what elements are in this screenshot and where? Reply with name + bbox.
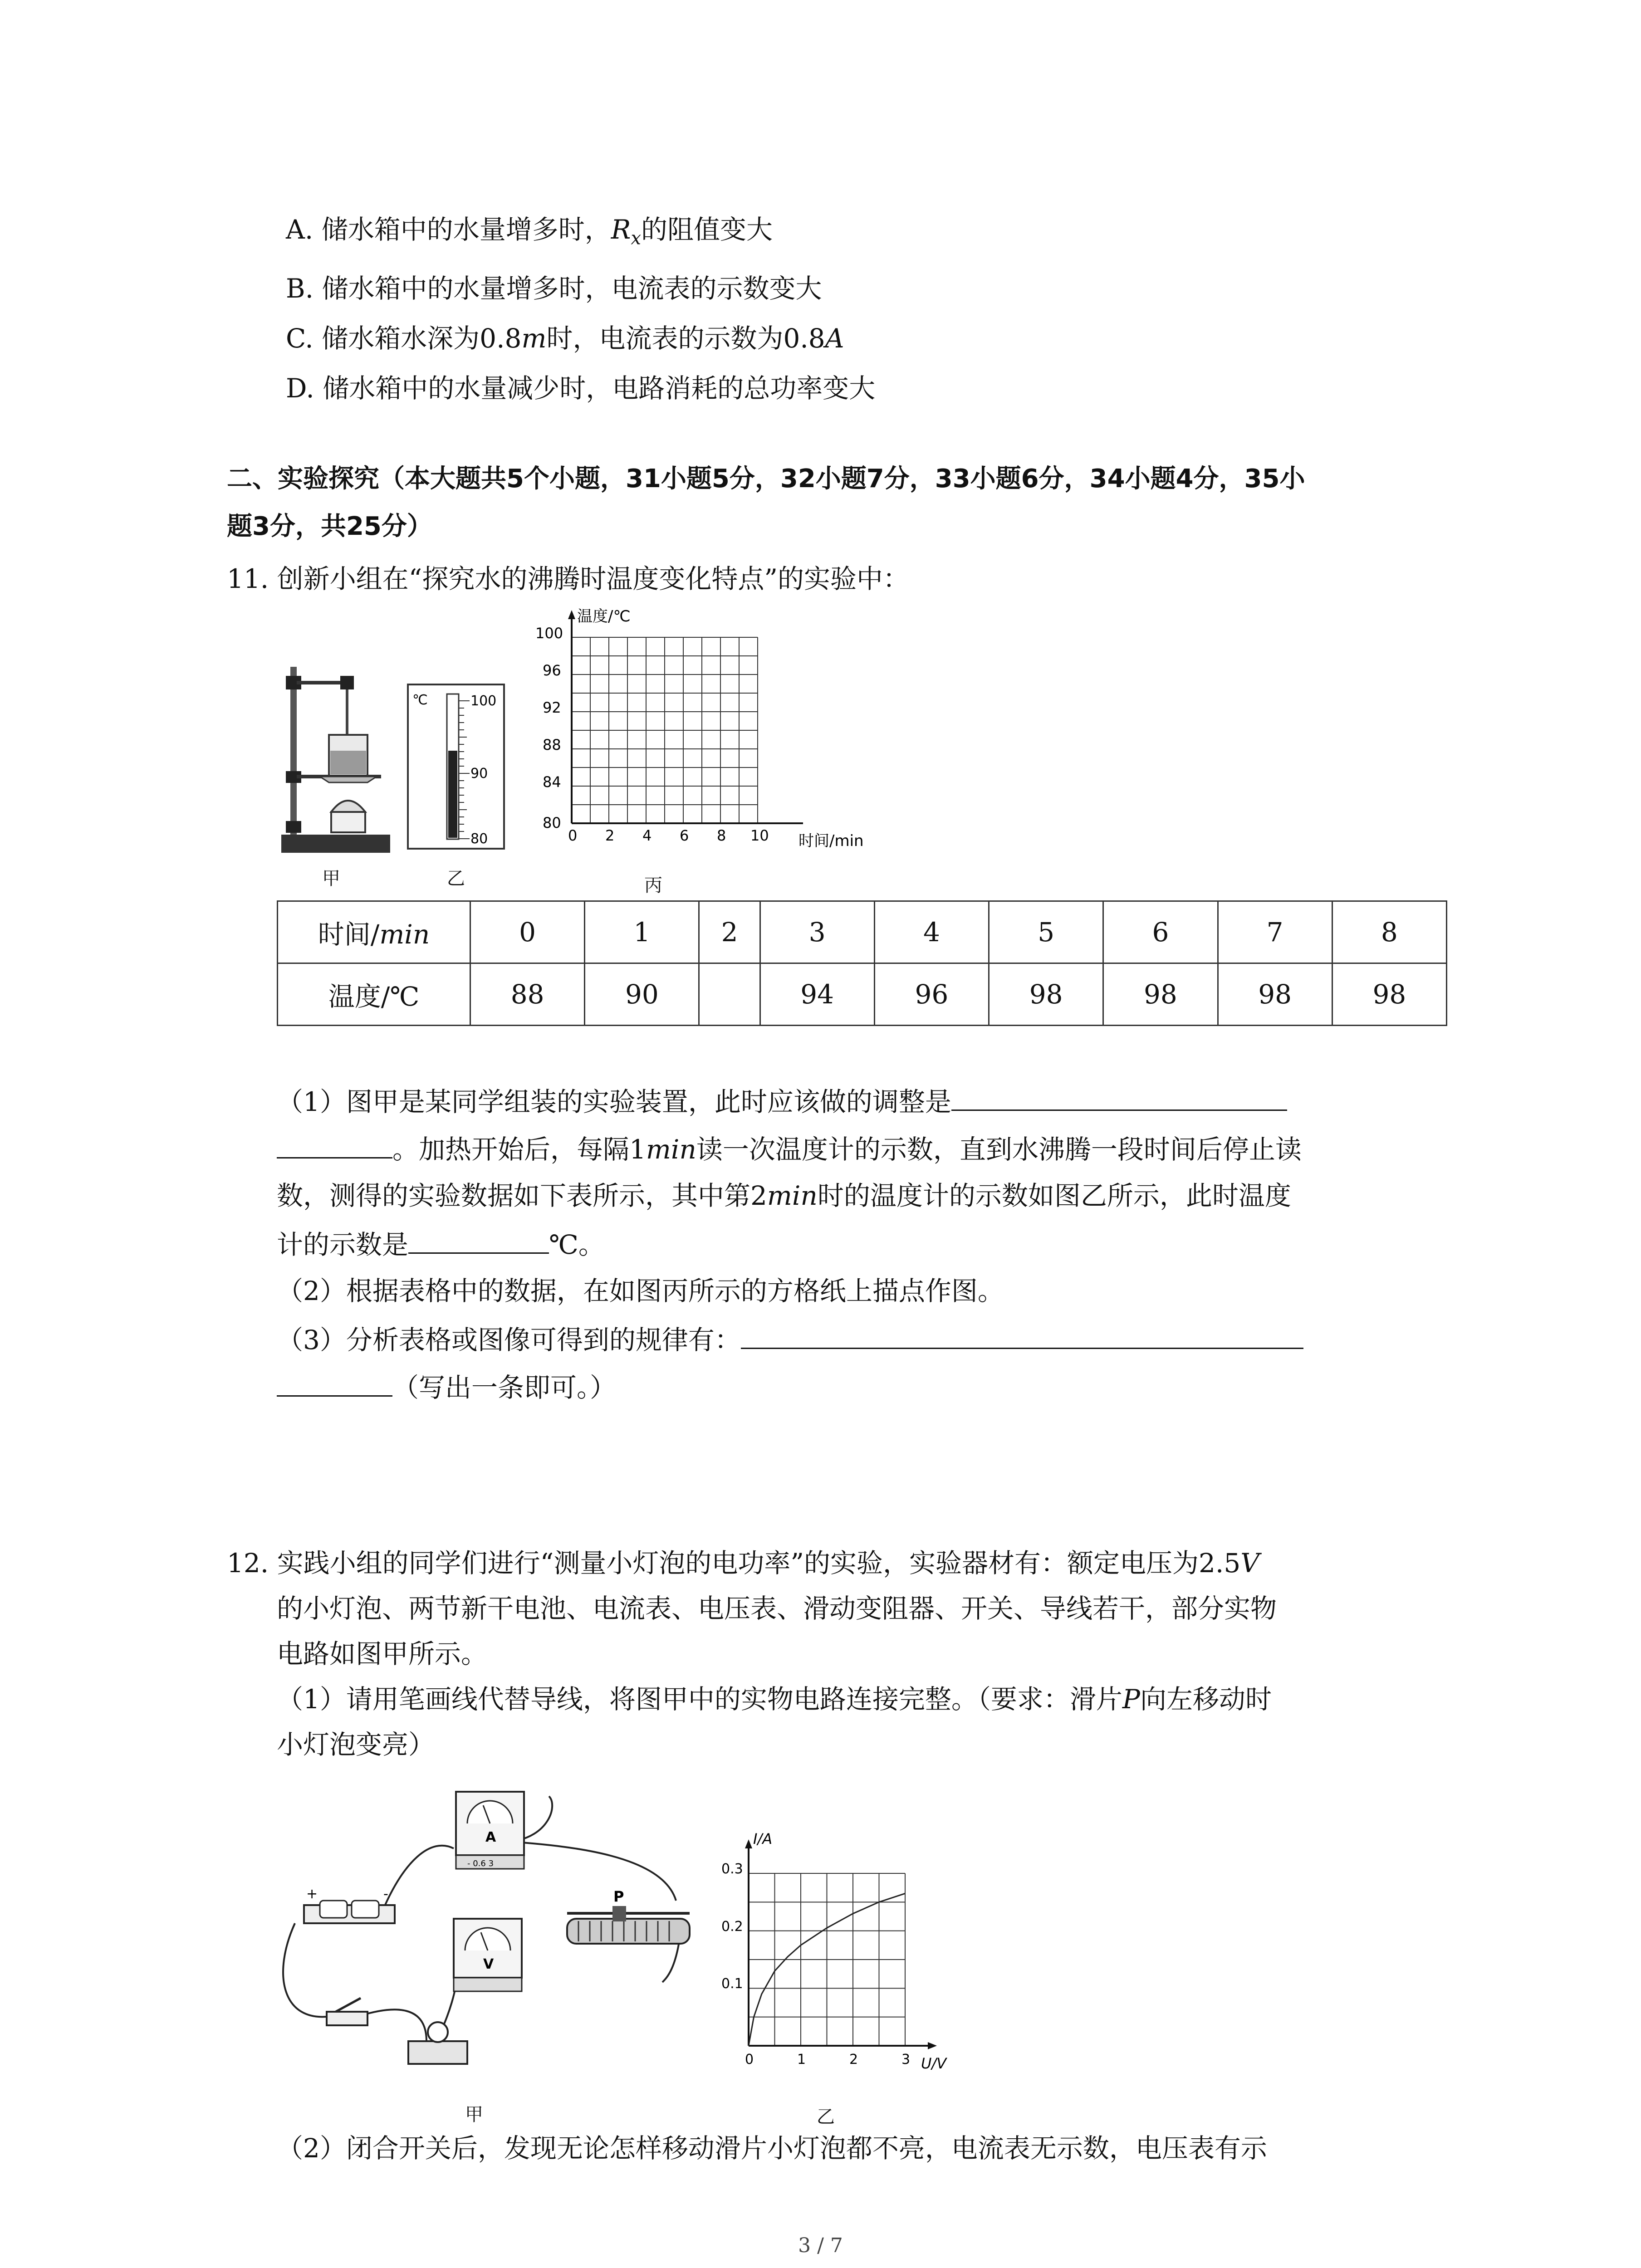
answer-blank[interactable] [277,1370,392,1397]
battery-holder [304,1905,395,1923]
option-a: A. 储水箱中的水量增多时，$R_x$的阻值变大 [286,214,773,249]
xtick: 4 [642,827,652,844]
battery-minus-label: - [383,1886,388,1902]
table-cell: 90 [585,963,699,1026]
table-cell: 6 [1103,901,1218,963]
resistor-subscript: x [631,228,641,249]
x-axis-label: U/V [921,2055,947,2072]
light-bulb [428,2022,448,2042]
table-cell: 1 [585,901,699,963]
q11-part3-line1: （3）分析表格或图像可得到的规律有： [277,1322,1303,1356]
wire [283,1923,331,2017]
temperature-table [277,900,1447,1026]
table-row [278,963,1447,1026]
xtick: 6 [680,827,689,844]
section-heading: 二、实验探究（本大题共5个小题，31小题5分，32小题7分，33小题6分，34小题4分，35小 [227,464,1305,494]
q11-part2: （2）根据表格中的数据，在如图丙所示的方格纸上描点作图。 [277,1276,1004,1306]
wire [510,1796,676,1901]
ytick: 0.1 [721,1976,743,1992]
option-b: B. 储水箱中的水量增多时，电流表的示数变大 [286,273,822,304]
fig-label-bing: 丙 [644,875,662,896]
svg-text:90: 90 [470,766,488,782]
battery [320,1901,347,1918]
q11-stem: 11. 创新小组在“探究水的沸腾时温度变化特点”的实验中： [227,563,909,594]
ammeter-terminals: - 0.6 3 [467,1859,494,1868]
table-cell: 0 [470,901,585,963]
svg-text:100: 100 [470,693,497,709]
ytick: 80 [543,814,561,831]
option-c: C. 储水箱水深为0.8m时，电流表的示数为0.8A [286,323,844,354]
q11-part1-line3: 数，测得的实验数据如下表所示，其中第2min时的温度计的示数如图乙所示，此时温度 [277,1180,1291,1211]
q12-part1-line1: （1）请用笔画线代替导线，将图甲中的实物电路连接完整。（要求：滑片P向左移动时 [277,1684,1272,1715]
ytick: 84 [543,773,561,791]
answer-blank[interactable] [741,1322,1303,1349]
xtick: 10 [750,827,769,844]
section-heading-cont: 题3分，共25分） [227,512,432,541]
ytick: 92 [543,699,561,716]
answer-blank[interactable] [277,1132,392,1158]
ytick: 96 [543,662,561,679]
iu-chart [708,1823,962,2096]
mercury-column [448,751,457,838]
circuit-figure [277,1769,744,2087]
apparatus-figure [277,658,395,857]
y-axis-label: I/A [753,1830,773,1848]
apparatus-base [281,835,390,853]
ytick: 0.3 [721,1861,743,1877]
rheostat [567,1919,690,1944]
table-row [278,901,1447,963]
table-cell: 88 [470,963,585,1026]
resistor-symbol: R [611,214,631,245]
table-cell: 98 [1103,963,1218,1026]
table-cell: 2 [699,901,760,963]
table-header: 温度/℃ [278,963,470,1026]
voltmeter-label: V [483,1956,494,1972]
q12-stem-line1: 12. 实践小组的同学们进行“测量小灯泡的电功率”的实验，实验器材有：额定电压为2.5V [227,1548,1260,1579]
battery-plus-label: + [306,1886,318,1902]
wire [358,2009,426,2041]
option-d: D. 储水箱中的水量减少时，电路消耗的总功率变大 [286,373,876,404]
xtick: 2 [605,827,615,844]
answer-blank[interactable] [408,1227,549,1254]
svg-text:80: 80 [470,831,488,847]
table-cell: 94 [760,963,874,1026]
x-axis-label: 时间/min [798,832,864,850]
table-cell: 98 [1332,963,1446,1026]
ytick: 88 [543,736,561,753]
xtick: 3 [901,2052,911,2068]
q11-part1-line1: （1）图甲是某同学组装的实验装置，此时应该做的调整是 [277,1084,1287,1118]
table-cell: 5 [989,901,1103,963]
thermometer-figure [406,683,506,850]
xtick: 0 [568,827,578,844]
q12-part1-line2: 小灯泡变亮） [277,1729,435,1760]
ammeter-label: A [485,1829,496,1845]
switch [327,2012,367,2025]
ytick: 0.2 [721,1919,743,1935]
grid-chart-figure [526,601,903,869]
ytick: 100 [535,625,563,642]
bulb-base [408,2041,467,2064]
xtick: 0 [745,2052,754,2068]
q12-stem-line2: 的小灯泡、两节新干电池、电流表、电压表、滑动变阻器、开关、导线若干，部分实物 [277,1593,1277,1624]
table-cell [699,963,760,1026]
table-cell: 3 [760,901,874,963]
table-cell: 96 [874,963,989,1026]
q11-part1-line2: 。加热开始后，每隔1min读一次温度计的示数，直到水沸腾一段时间后停止读 [277,1132,1302,1166]
y-axis-label: 温度/℃ [577,607,631,626]
table-cell: 7 [1218,901,1332,963]
xtick: 1 [797,2052,806,2068]
fig-label-yi: 乙 [447,868,465,889]
svg-text:℃: ℃ [412,692,428,708]
alcohol-lamp [331,801,365,812]
q11-part3-line2: （写出一条即可。） [277,1370,616,1404]
chart-label-yi: 乙 [817,2107,835,2127]
q12-part2-line1: （2）闭合开关后，发现无论怎样移动滑片小灯泡都不亮，电流表无示数，电压表有示 [277,2133,1267,2164]
wire [381,1846,454,1914]
table-cell: 98 [989,963,1103,1026]
fig-label-jia: 甲 [322,868,340,889]
battery [352,1901,379,1918]
q11-part1-line4: 计的示数是 ℃。 [277,1227,605,1261]
xtick: 2 [849,2052,858,2068]
page-number: 3 / 7 [798,2234,843,2257]
circuit-label-jia: 甲 [465,2104,483,2125]
rheostat-slider [612,1906,626,1921]
table-cell: 8 [1332,901,1446,963]
table-cell: 98 [1218,963,1332,1026]
slider-label: P [613,1888,624,1905]
apparatus-stand [290,667,297,835]
xtick: 8 [717,827,726,844]
answer-blank[interactable] [951,1084,1287,1111]
q12-stem-line3: 电路如图甲所示。 [277,1638,488,1669]
table-header: 时间/min [278,901,470,963]
table-cell: 4 [874,901,989,963]
